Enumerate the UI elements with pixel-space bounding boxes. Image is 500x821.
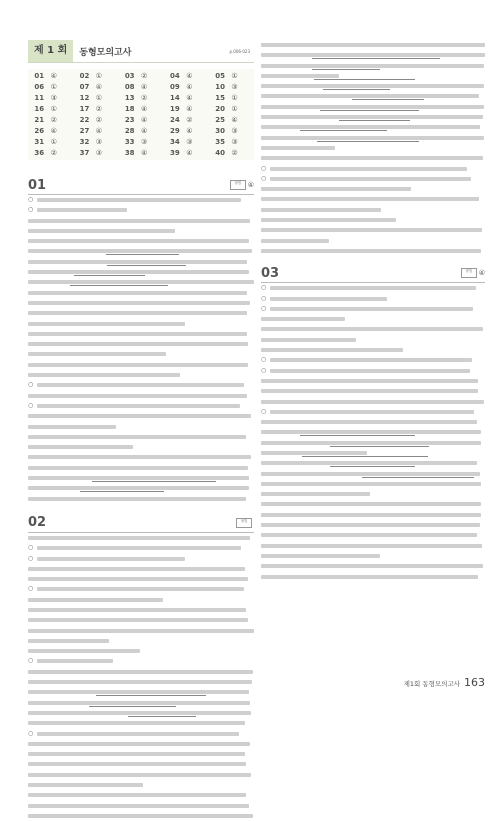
- text-line: [261, 71, 485, 81]
- answer-number: 19: [170, 105, 180, 113]
- text-line: [261, 458, 485, 468]
- answer-number: 13: [124, 94, 135, 102]
- text-line: [28, 432, 254, 442]
- answer-value: ④: [186, 83, 193, 91]
- answer-number: 08: [124, 83, 135, 91]
- text-line: [28, 360, 254, 370]
- answer-value: ④: [231, 116, 238, 124]
- text-line: [261, 246, 485, 256]
- answer-value: ③: [231, 83, 238, 91]
- question-02-header: [28, 516, 254, 530]
- text-line: [28, 236, 254, 246]
- answer-value: ④: [141, 116, 148, 124]
- answer-number: 39: [170, 149, 180, 157]
- subject-badge: 형법: [230, 180, 246, 190]
- question-number: 03: [261, 265, 280, 281]
- text-line: [261, 215, 485, 225]
- text-line: [28, 195, 254, 205]
- bullet-marker: ○: [261, 174, 267, 182]
- answer-number: 12: [79, 94, 90, 102]
- text-line: [28, 584, 254, 594]
- text-line: [28, 554, 254, 564]
- text-line: [28, 452, 254, 462]
- bullet-marker: ○: [261, 304, 267, 312]
- answer-number: 16: [34, 105, 45, 113]
- question-03-explanation: [261, 283, 485, 582]
- answer-value: ②: [186, 116, 193, 124]
- answer-value: ④: [50, 127, 57, 135]
- answer-number: 34: [170, 138, 180, 146]
- subject-badge: 형법: [236, 518, 252, 528]
- answer-number: 31: [34, 138, 45, 146]
- text-line: [28, 646, 254, 656]
- bullet-marker: ○: [261, 284, 267, 292]
- answer-value: ④: [141, 83, 148, 91]
- text-line: [261, 314, 485, 324]
- answer-number: 07: [79, 83, 90, 91]
- text-line: [28, 319, 254, 329]
- text-line: [261, 112, 485, 122]
- text-line: [28, 615, 254, 625]
- text-line: [28, 483, 254, 493]
- text-line: [261, 102, 485, 112]
- subject-badge: 형법: [461, 268, 477, 278]
- text-line: [261, 469, 485, 479]
- answer-number: 09: [170, 83, 180, 91]
- answer-number: 04: [170, 72, 180, 80]
- text-line: [261, 510, 485, 520]
- answer-value: ①: [231, 105, 238, 113]
- underline: [300, 130, 388, 131]
- underline: [362, 477, 474, 478]
- question-01-explanation: [28, 195, 254, 504]
- text-line: [261, 184, 485, 194]
- question-02-explanation: [28, 533, 254, 821]
- answer-key-grid: [28, 69, 254, 160]
- text-line: [261, 438, 485, 448]
- underline: [317, 141, 419, 142]
- text-line: [261, 355, 485, 365]
- text-line: [28, 422, 254, 432]
- answer-number: 05: [215, 72, 225, 80]
- underline: [330, 466, 415, 467]
- text-line: [261, 153, 485, 163]
- text-line: [28, 380, 254, 390]
- text-line: [28, 667, 254, 677]
- answer-number: 35: [215, 138, 225, 146]
- bullet-marker: ○: [28, 206, 34, 214]
- footer-label: 제1회 동형모의고사: [403, 680, 460, 688]
- underline: [314, 79, 415, 80]
- underline: [89, 706, 176, 707]
- text-line: [261, 520, 485, 530]
- text-line: [28, 790, 254, 800]
- text-line: [261, 283, 485, 293]
- text-line: [28, 411, 254, 421]
- bullet-marker: ○: [261, 407, 267, 415]
- text-line: [261, 91, 485, 101]
- answer-value: ④: [186, 72, 193, 80]
- answer-value: ④: [186, 127, 193, 135]
- answer-value: ①: [231, 94, 238, 102]
- answer-number: 10: [215, 83, 225, 91]
- answer-value: ②: [231, 149, 238, 157]
- answer-number: 20: [215, 105, 225, 113]
- underline: [74, 275, 145, 276]
- answer-number: 14: [170, 94, 180, 102]
- text-line: [28, 801, 254, 811]
- underline: [339, 120, 411, 121]
- text-line: [28, 463, 254, 473]
- left-column: [28, 40, 254, 821]
- text-line: [28, 533, 254, 543]
- text-line: [261, 143, 485, 153]
- bullet-marker: ○: [28, 401, 34, 409]
- text-line: [28, 216, 254, 226]
- answer-value: ①: [231, 72, 238, 80]
- bullet-marker: ○: [28, 554, 34, 562]
- answer-value: ④: [95, 127, 103, 135]
- text-line: [261, 304, 485, 314]
- answer-number: 29: [170, 127, 180, 135]
- answer-value: ④: [186, 105, 193, 113]
- text-line: [261, 376, 485, 386]
- question-badge: [230, 180, 254, 190]
- answer-number: 23: [124, 116, 135, 124]
- text-line: [28, 770, 254, 780]
- answer-number: 33: [124, 138, 135, 146]
- underline: [80, 491, 164, 492]
- text-line: [28, 708, 254, 718]
- answer-value: ③: [231, 127, 238, 135]
- text-line: [261, 50, 485, 60]
- underline: [70, 285, 168, 286]
- answer-number: 18: [124, 105, 135, 113]
- answer-value: ①: [50, 138, 57, 146]
- text-line: [28, 442, 254, 452]
- text-line: [28, 636, 254, 646]
- text-line: [261, 530, 485, 540]
- answer-number: 27: [79, 127, 90, 135]
- bullet-marker: ○: [261, 366, 267, 374]
- text-line: [261, 40, 485, 50]
- text-line: [28, 226, 254, 236]
- text-line: [261, 122, 485, 132]
- answer-value: ③: [95, 138, 103, 146]
- page-reference: p.006-023: [229, 48, 250, 54]
- text-line: [261, 407, 485, 417]
- answer-value: ①: [50, 105, 57, 113]
- underline: [106, 254, 179, 255]
- round-tag: 제 1 회: [28, 40, 73, 62]
- answer-number: 21: [34, 116, 45, 124]
- bullet-marker: ○: [261, 356, 267, 364]
- text-line: [28, 605, 254, 615]
- bullet-marker: ○: [28, 381, 34, 389]
- answer-value: ①: [95, 94, 103, 102]
- text-line: [28, 729, 254, 739]
- text-line: [261, 499, 485, 509]
- underline: [300, 435, 415, 436]
- underline: [107, 265, 186, 266]
- bullet-marker: ○: [28, 196, 34, 203]
- answer-value: ①: [95, 72, 103, 80]
- answer-number: 40: [215, 149, 225, 157]
- text-line: [261, 194, 485, 204]
- answer-number: 22: [79, 116, 90, 124]
- text-line: [28, 626, 254, 636]
- answer-value: ③: [50, 94, 57, 102]
- bullet-marker: ○: [28, 729, 34, 737]
- text-line: [28, 288, 254, 298]
- text-line: [28, 329, 254, 339]
- text-line: [28, 267, 254, 277]
- underline: [320, 110, 419, 111]
- answer-value: ①: [50, 83, 57, 91]
- question-01-header: [28, 178, 254, 192]
- bullet-marker: ○: [28, 544, 34, 552]
- text-line: [261, 225, 485, 235]
- text-line: [261, 61, 485, 71]
- text-line: [28, 391, 254, 401]
- text-line: [28, 205, 254, 215]
- text-line: [261, 133, 485, 143]
- text-line: [261, 386, 485, 396]
- bullet-marker: ○: [28, 657, 34, 665]
- answer-number: 02: [79, 72, 90, 80]
- text-line: [261, 324, 485, 334]
- text-line: [28, 656, 254, 666]
- answer-number: 37: [79, 149, 90, 157]
- text-line: [261, 427, 485, 437]
- question-03-header: [261, 266, 485, 280]
- text-line: [28, 349, 254, 359]
- underline: [128, 716, 196, 717]
- answer-number: 30: [215, 127, 225, 135]
- question-number: 02: [28, 515, 47, 531]
- answer-number: 24: [170, 116, 180, 124]
- text-line: [28, 739, 254, 749]
- exam-title-bar: [28, 40, 254, 63]
- text-line: [28, 595, 254, 605]
- answer-number: 17: [79, 105, 90, 113]
- text-line: [28, 574, 254, 584]
- text-line: [261, 164, 485, 174]
- text-line: [261, 345, 485, 355]
- text-line: [261, 236, 485, 246]
- underline: [312, 69, 380, 70]
- answer-value: ④: [50, 72, 57, 80]
- answer-value: ②: [141, 94, 148, 102]
- exam-title: 동형모의고사: [79, 47, 132, 58]
- underline: [312, 58, 440, 59]
- right-column: [261, 40, 485, 582]
- text-line: [261, 572, 485, 582]
- underline: [323, 89, 390, 90]
- answer-number: 01: [34, 72, 45, 80]
- underline: [302, 456, 428, 457]
- question-badge: [461, 268, 485, 278]
- text-line: [28, 401, 254, 411]
- text-line: [28, 257, 254, 267]
- text-line: [261, 479, 485, 489]
- bullet-marker: ○: [261, 164, 267, 172]
- text-line: [261, 294, 485, 304]
- bullet-marker: ○: [261, 294, 267, 302]
- answer-number: 32: [79, 138, 90, 146]
- text-line: [28, 246, 254, 256]
- answer-number: 36: [34, 149, 45, 157]
- text-line: [28, 473, 254, 483]
- text-line: [261, 397, 485, 407]
- text-line: [28, 677, 254, 687]
- question-number: 01: [28, 177, 47, 193]
- bullet-marker: ○: [28, 585, 34, 593]
- answer-number: 26: [34, 127, 45, 135]
- underline: [92, 481, 217, 482]
- text-line: [28, 298, 254, 308]
- answer-value: ③: [186, 138, 193, 146]
- text-line: [261, 489, 485, 499]
- text-line: [261, 561, 485, 571]
- question-answer: ④: [247, 181, 254, 189]
- answer-number: 38: [124, 149, 135, 157]
- answer-value: ③: [95, 149, 103, 157]
- text-line: [261, 541, 485, 551]
- text-line: [28, 543, 254, 553]
- text-line: [28, 564, 254, 574]
- answer-value: ④: [141, 105, 148, 113]
- answer-number: 28: [124, 127, 135, 135]
- text-line: [28, 749, 254, 759]
- text-line: [28, 687, 254, 697]
- answer-value: ③: [231, 138, 238, 146]
- text-line: [28, 308, 254, 318]
- answer-value: ②: [95, 105, 103, 113]
- text-line: [261, 174, 485, 184]
- answer-value: ④: [186, 149, 193, 157]
- question-02-continued: [261, 40, 485, 256]
- answer-value: ②: [141, 72, 148, 80]
- page-footer: [404, 676, 485, 689]
- answer-number: 11: [34, 94, 45, 102]
- answer-value: ②: [50, 116, 57, 124]
- text-line: [28, 759, 254, 769]
- answer-value: ④: [95, 83, 103, 91]
- underline: [96, 695, 206, 696]
- answer-value: ②: [95, 116, 103, 124]
- text-line: [28, 277, 254, 287]
- text-line: [261, 81, 485, 91]
- text-line: [261, 448, 485, 458]
- text-line: [28, 780, 254, 790]
- answer-value: ②: [50, 149, 57, 157]
- answer-number: 03: [124, 72, 135, 80]
- text-line: [28, 718, 254, 728]
- answer-value: ③: [141, 138, 148, 146]
- text-line: [28, 370, 254, 380]
- text-line: [28, 494, 254, 504]
- text-line: [261, 366, 485, 376]
- underline: [352, 99, 424, 100]
- answer-number: 25: [215, 116, 225, 124]
- text-line: [28, 339, 254, 349]
- underline: [330, 446, 429, 447]
- text-line: [261, 417, 485, 427]
- text-line: [28, 811, 254, 821]
- answer-value: ④: [141, 127, 148, 135]
- answer-value: ④: [186, 94, 193, 102]
- text-line: [261, 335, 485, 345]
- answer-value: ④: [141, 149, 148, 157]
- question-badge: [236, 518, 254, 528]
- question-answer: ④: [478, 269, 485, 278]
- page-number: 163: [464, 676, 485, 689]
- text-line: [261, 551, 485, 561]
- answer-number: 06: [34, 83, 45, 91]
- answer-number: 15: [215, 94, 225, 102]
- text-line: [261, 205, 485, 215]
